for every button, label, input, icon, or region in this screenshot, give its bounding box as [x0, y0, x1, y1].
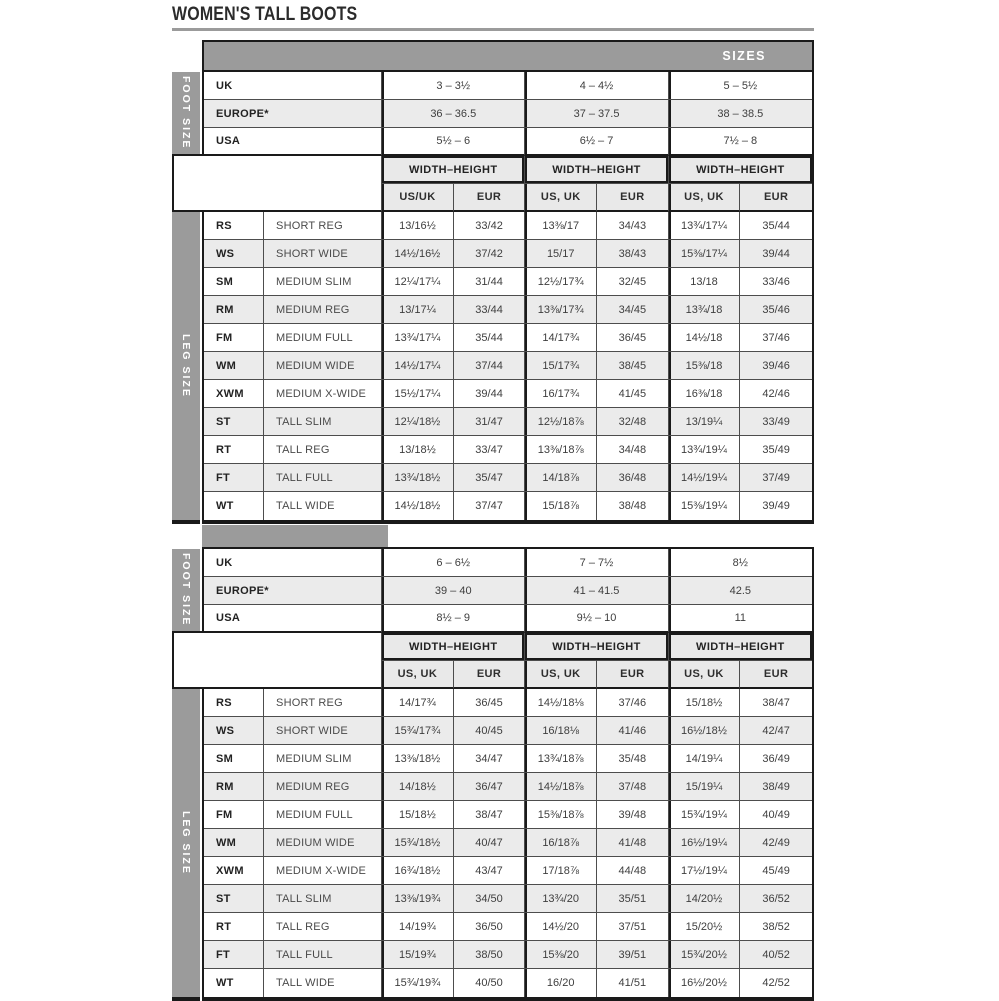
foot-size-row: [204, 72, 812, 100]
sizes-label: SIZES: [722, 49, 766, 63]
unit-header: US, UK: [525, 661, 597, 689]
width-height-value: 38/43: [597, 240, 669, 268]
leg-size-rail-label: LEG SIZE: [180, 811, 192, 875]
leg-size-description: MEDIUM WIDE: [264, 352, 382, 380]
width-height-value: 17/18⅞: [525, 857, 597, 885]
width-height-value: 15/19¼: [669, 773, 741, 801]
leg-size-code: ST: [204, 408, 264, 436]
foot-size-region-label: UK: [204, 549, 382, 577]
width-height-value: 16/18⅞: [525, 829, 597, 857]
width-height-header: WIDTH–HEIGHT: [525, 156, 668, 184]
width-height-value: 38/48: [597, 492, 669, 520]
width-height-value: 40/45: [454, 717, 526, 745]
size-table-small-sizes: [172, 40, 814, 524]
leg-size-row: [204, 464, 812, 492]
sizes-bar-row: [204, 42, 812, 72]
foot-size-range: 7½ – 8: [669, 128, 812, 156]
width-height-value: 13⅜/18⅞: [525, 436, 597, 464]
width-height-value: 12½/18⅞: [525, 408, 597, 436]
width-height-value: 14½/19¼: [669, 464, 741, 492]
width-height-value: 35/47: [454, 464, 526, 492]
width-height-value: 13/16½: [382, 212, 454, 240]
width-height-value: 35/44: [740, 212, 812, 240]
sizing-table: [204, 42, 812, 520]
leg-size-row: [204, 745, 812, 773]
width-height-value: 14/17¾: [525, 324, 597, 352]
leg-size-code: RM: [204, 773, 264, 801]
leg-size-row: [204, 773, 812, 801]
width-height-value: 15⅜/20: [525, 941, 597, 969]
leg-size-description: SHORT WIDE: [264, 717, 382, 745]
title-underline: [172, 28, 814, 31]
width-height-value: 14½/20: [525, 913, 597, 941]
leg-size-rail: [172, 689, 200, 1001]
width-height-value: 32/48: [597, 408, 669, 436]
width-height-header-row: [204, 633, 812, 661]
leg-size-code: WS: [204, 240, 264, 268]
leg-size-row: [204, 941, 812, 969]
foot-size-range: 9½ – 10: [525, 605, 668, 633]
leg-size-row: [204, 913, 812, 941]
width-height-value: 39/51: [597, 941, 669, 969]
leg-size-code: FM: [204, 801, 264, 829]
width-height-value: 36/49: [740, 745, 812, 773]
leg-size-code: WS: [204, 717, 264, 745]
width-height-value: 16½/18½: [669, 717, 741, 745]
width-height-value: 12¼/18½: [382, 408, 454, 436]
foot-size-range: 41 – 41.5: [525, 577, 668, 605]
leg-size-description: SHORT REG: [264, 212, 382, 240]
width-height-value: 31/44: [454, 268, 526, 296]
leg-size-description: TALL FULL: [264, 941, 382, 969]
width-height-value: 16/20: [525, 969, 597, 997]
width-height-value: 38/47: [740, 689, 812, 717]
leg-size-description: TALL REG: [264, 436, 382, 464]
width-height-value: 13¾/17¼: [669, 212, 741, 240]
foot-size-row: [204, 605, 812, 633]
width-height-value: 34/47: [454, 745, 526, 773]
foot-size-row: [204, 100, 812, 128]
leg-size-code: RM: [204, 296, 264, 324]
leg-size-rail-label: LEG SIZE: [180, 334, 192, 398]
width-height-value: 36/45: [597, 324, 669, 352]
width-height-value: 41/48: [597, 829, 669, 857]
width-height-value: 37/42: [454, 240, 526, 268]
leg-size-description: TALL SLIM: [264, 885, 382, 913]
width-height-value: 42/47: [740, 717, 812, 745]
width-height-value: 36/47: [454, 773, 526, 801]
width-height-value: 15½/17¼: [382, 380, 454, 408]
foot-size-range: 39 – 40: [382, 577, 525, 605]
header-empty-extension: [172, 154, 204, 212]
width-height-value: 38/47: [454, 801, 526, 829]
width-height-value: 33/46: [740, 268, 812, 296]
header-empty-cell: [204, 156, 382, 212]
unit-header: US/UK: [382, 184, 454, 212]
width-height-value: 35/44: [454, 324, 526, 352]
width-height-value: 13¾/18⅞: [525, 745, 597, 773]
leg-size-row: [204, 380, 812, 408]
width-height-value: 15/17¾: [525, 352, 597, 380]
leg-size-code: XWM: [204, 857, 264, 885]
width-height-value: 17½/19¼: [669, 857, 741, 885]
foot-size-row: [204, 577, 812, 605]
leg-size-description: TALL WIDE: [264, 969, 382, 997]
width-height-value: 37/46: [597, 689, 669, 717]
leg-size-row: [204, 717, 812, 745]
width-height-value: 13⅜/17¾: [525, 296, 597, 324]
leg-size-description: TALL REG: [264, 913, 382, 941]
width-height-value: 13/18½: [382, 436, 454, 464]
leg-size-code: FT: [204, 464, 264, 492]
leg-size-description: SHORT REG: [264, 689, 382, 717]
width-height-value: 12¼/17¼: [382, 268, 454, 296]
width-height-value: 15/20½: [669, 913, 741, 941]
width-height-value: 16⅜/18: [669, 380, 741, 408]
width-height-value: 41/46: [597, 717, 669, 745]
width-height-value: 43/47: [454, 857, 526, 885]
width-height-value: 15/18⅞: [525, 492, 597, 520]
width-height-value: 40/49: [740, 801, 812, 829]
width-height-value: 37/49: [740, 464, 812, 492]
leg-size-row: [204, 352, 812, 380]
width-height-value: 15/17: [525, 240, 597, 268]
leg-size-description: MEDIUM FULL: [264, 324, 382, 352]
leg-size-description: TALL SLIM: [264, 408, 382, 436]
unit-header: US, UK: [669, 661, 741, 689]
foot-size-region-label: USA: [204, 605, 382, 633]
width-height-value: 31/47: [454, 408, 526, 436]
width-height-header: WIDTH–HEIGHT: [669, 633, 812, 661]
leg-size-description: MEDIUM SLIM: [264, 268, 382, 296]
leg-size-row: [204, 689, 812, 717]
width-height-value: 14/19¼: [669, 745, 741, 773]
width-height-value: 42/49: [740, 829, 812, 857]
width-height-value: 33/47: [454, 436, 526, 464]
leg-size-code: WT: [204, 492, 264, 520]
width-height-value: 39/49: [740, 492, 812, 520]
table2-header-bar: [202, 525, 388, 547]
unit-header: EUR: [597, 661, 669, 689]
width-height-value: 15⅜/19¼: [669, 492, 741, 520]
width-height-value: 37/47: [454, 492, 526, 520]
sizes-header-bar: [204, 42, 812, 72]
width-height-value: 41/45: [597, 380, 669, 408]
width-height-value: 34/50: [454, 885, 526, 913]
width-height-value: 16½/20½: [669, 969, 741, 997]
width-height-value: 38/45: [597, 352, 669, 380]
leg-size-rail: [172, 212, 200, 524]
foot-size-region-label: USA: [204, 128, 382, 156]
header-empty-extension: [172, 631, 204, 689]
leg-size-description: MEDIUM FULL: [264, 801, 382, 829]
leg-size-code: RT: [204, 913, 264, 941]
width-height-value: 15¾/19¼: [669, 801, 741, 829]
header-empty-cell: [204, 633, 382, 689]
width-height-value: 14½/17¼: [382, 352, 454, 380]
unit-header: EUR: [454, 661, 526, 689]
width-height-value: 34/45: [597, 296, 669, 324]
leg-size-description: MEDIUM X-WIDE: [264, 857, 382, 885]
width-height-value: 15¾/18½: [382, 829, 454, 857]
width-height-value: 40/50: [454, 969, 526, 997]
width-height-value: 14½/18⅛: [525, 689, 597, 717]
width-height-value: 36/50: [454, 913, 526, 941]
foot-size-range: 6 – 6½: [382, 549, 525, 577]
leg-size-description: MEDIUM REG: [264, 773, 382, 801]
width-height-value: 42/46: [740, 380, 812, 408]
width-height-value: 14/18⅞: [525, 464, 597, 492]
table-frame: [202, 40, 814, 524]
leg-size-row: [204, 212, 812, 240]
width-height-value: 33/42: [454, 212, 526, 240]
leg-size-row: [204, 408, 812, 436]
leg-size-description: MEDIUM X-WIDE: [264, 380, 382, 408]
width-height-header: WIDTH–HEIGHT: [525, 633, 668, 661]
leg-size-code: WM: [204, 352, 264, 380]
unit-header: EUR: [454, 184, 526, 212]
width-height-value: 36/52: [740, 885, 812, 913]
width-height-value: 14/18½: [382, 773, 454, 801]
foot-size-rail: [172, 549, 200, 631]
width-height-value: 14/17¾: [382, 689, 454, 717]
width-height-value: 39/44: [740, 240, 812, 268]
foot-size-region-label: EUROPE*: [204, 100, 382, 128]
foot-size-range: 6½ – 7: [525, 128, 668, 156]
leg-size-description: MEDIUM SLIM: [264, 745, 382, 773]
width-height-value: 36/48: [597, 464, 669, 492]
leg-size-row: [204, 296, 812, 324]
leg-size-code: ST: [204, 885, 264, 913]
leg-size-row: [204, 240, 812, 268]
leg-size-row: [204, 885, 812, 913]
width-height-value: 15¾/20½: [669, 941, 741, 969]
width-height-value: 38/50: [454, 941, 526, 969]
width-height-value: 14½/18½: [382, 492, 454, 520]
width-height-value: 14/19¾: [382, 913, 454, 941]
leg-size-code: SM: [204, 268, 264, 296]
width-height-value: 15/18½: [669, 689, 741, 717]
leg-size-row: [204, 857, 812, 885]
leg-size-code: FM: [204, 324, 264, 352]
foot-size-range: 38 – 38.5: [669, 100, 812, 128]
width-height-header-row: [204, 156, 812, 184]
width-height-header: WIDTH–HEIGHT: [382, 156, 525, 184]
foot-size-range: 42.5: [669, 577, 812, 605]
foot-size-range: 11: [669, 605, 812, 633]
width-height-value: 15¾/17¾: [382, 717, 454, 745]
foot-size-range: 8½ – 9: [382, 605, 525, 633]
width-height-value: 16/18⅛: [525, 717, 597, 745]
unit-header: US, UK: [382, 661, 454, 689]
leg-size-code: RT: [204, 436, 264, 464]
leg-size-row: [204, 829, 812, 857]
width-height-value: 32/45: [597, 268, 669, 296]
foot-size-rail-label: FOOT SIZE: [180, 553, 192, 627]
width-height-value: 34/48: [597, 436, 669, 464]
width-height-value: 13¾/18: [669, 296, 741, 324]
width-height-value: 37/44: [454, 352, 526, 380]
leg-size-row: [204, 969, 812, 997]
unit-header: EUR: [740, 661, 812, 689]
width-height-value: 14½/18⅞: [525, 773, 597, 801]
width-height-value: 16¾/18½: [382, 857, 454, 885]
unit-header: EUR: [597, 184, 669, 212]
width-height-value: 36/45: [454, 689, 526, 717]
size-chart-document: [172, 0, 814, 1001]
width-height-value: 13/19¼: [669, 408, 741, 436]
width-height-value: 35/48: [597, 745, 669, 773]
leg-size-row: [204, 436, 812, 464]
size-table-large-sizes: [172, 547, 814, 1001]
leg-size-description: SHORT WIDE: [264, 240, 382, 268]
width-height-header: WIDTH–HEIGHT: [669, 156, 812, 184]
width-height-value: 33/44: [454, 296, 526, 324]
width-height-value: 13⅜/18½: [382, 745, 454, 773]
width-height-value: 13¾/20: [525, 885, 597, 913]
foot-size-range: 7 – 7½: [525, 549, 668, 577]
width-height-value: 38/49: [740, 773, 812, 801]
width-height-value: 39/48: [597, 801, 669, 829]
width-height-value: 33/49: [740, 408, 812, 436]
foot-size-row: [204, 128, 812, 156]
foot-size-range: 3 – 3½: [382, 72, 525, 100]
width-height-value: 14/20½: [669, 885, 741, 913]
leg-size-code: RS: [204, 689, 264, 717]
width-height-value: 35/46: [740, 296, 812, 324]
width-height-value: 37/48: [597, 773, 669, 801]
table-frame: [202, 547, 814, 1001]
width-height-value: 15/19¾: [382, 941, 454, 969]
width-height-value: 15⅜/18: [669, 352, 741, 380]
width-height-value: 40/47: [454, 829, 526, 857]
width-height-value: 42/52: [740, 969, 812, 997]
width-height-value: 34/43: [597, 212, 669, 240]
width-height-value: 35/49: [740, 436, 812, 464]
width-height-value: 37/46: [740, 324, 812, 352]
leg-size-description: MEDIUM REG: [264, 296, 382, 324]
leg-size-code: SM: [204, 745, 264, 773]
width-height-value: 15/18½: [382, 801, 454, 829]
width-height-value: 44/48: [597, 857, 669, 885]
width-height-value: 13¾/17¼: [382, 324, 454, 352]
foot-size-range: 5½ – 6: [382, 128, 525, 156]
foot-size-region-label: EUROPE*: [204, 577, 382, 605]
leg-size-code: FT: [204, 941, 264, 969]
foot-size-rail-label: FOOT SIZE: [180, 76, 192, 150]
width-height-value: 16/17¾: [525, 380, 597, 408]
width-height-value: 13/18: [669, 268, 741, 296]
leg-size-description: TALL WIDE: [264, 492, 382, 520]
leg-size-row: [204, 268, 812, 296]
width-height-value: 16½/19¼: [669, 829, 741, 857]
width-height-value: 13¾/19¼: [669, 436, 741, 464]
width-height-value: 37/51: [597, 913, 669, 941]
leg-size-row: [204, 324, 812, 352]
width-height-value: 40/52: [740, 941, 812, 969]
width-height-value: 35/51: [597, 885, 669, 913]
leg-size-code: RS: [204, 212, 264, 240]
width-height-value: 13/17¼: [382, 296, 454, 324]
leg-size-row: [204, 492, 812, 520]
width-height-value: 41/51: [597, 969, 669, 997]
width-height-value: 12½/17¾: [525, 268, 597, 296]
width-height-value: 39/44: [454, 380, 526, 408]
leg-size-code: WM: [204, 829, 264, 857]
foot-size-range: 37 – 37.5: [525, 100, 668, 128]
width-height-value: 13⅜/19¾: [382, 885, 454, 913]
width-height-value: 13¾/18½: [382, 464, 454, 492]
leg-size-description: MEDIUM WIDE: [264, 829, 382, 857]
width-height-header: WIDTH–HEIGHT: [382, 633, 525, 661]
width-height-value: 15¾/19¾: [382, 969, 454, 997]
unit-header: EUR: [740, 184, 812, 212]
width-height-value: 13⅜/17: [525, 212, 597, 240]
unit-header: US, UK: [669, 184, 741, 212]
foot-size-range: 36 – 36.5: [382, 100, 525, 128]
width-height-value: 15⅜/18⅞: [525, 801, 597, 829]
leg-size-row: [204, 801, 812, 829]
leg-size-description: TALL FULL: [264, 464, 382, 492]
page-title: WOMEN'S TALL BOOTS: [172, 4, 358, 25]
width-height-value: 45/49: [740, 857, 812, 885]
foot-size-row: [204, 549, 812, 577]
unit-header: US, UK: [525, 184, 597, 212]
sizing-table: [204, 549, 812, 997]
width-height-value: 15⅜/17¼: [669, 240, 741, 268]
width-height-value: 38/52: [740, 913, 812, 941]
foot-size-range: 4 – 4½: [525, 72, 668, 100]
foot-size-range: 5 – 5½: [669, 72, 812, 100]
foot-size-region-label: UK: [204, 72, 382, 100]
width-height-value: 14½/18: [669, 324, 741, 352]
foot-size-rail: [172, 72, 200, 154]
leg-size-code: XWM: [204, 380, 264, 408]
width-height-value: 39/46: [740, 352, 812, 380]
width-height-value: 14½/16½: [382, 240, 454, 268]
foot-size-range: 8½: [669, 549, 812, 577]
leg-size-code: WT: [204, 969, 264, 997]
